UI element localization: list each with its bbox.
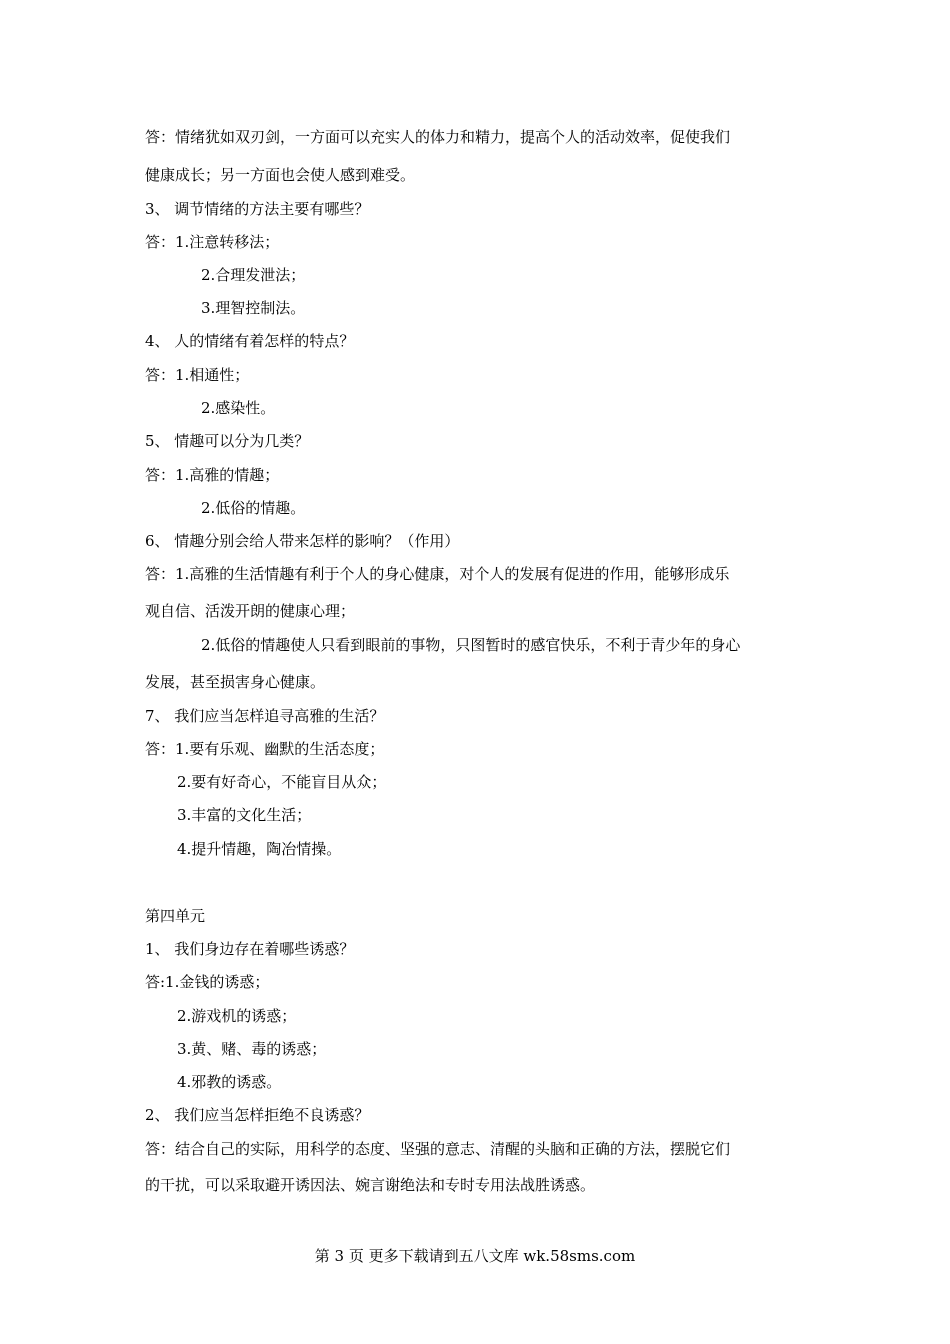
answer-line: 发展，甚至损害身心健康。: [145, 673, 326, 691]
question-line: 4、 人的情绪有着怎样的特点？: [145, 332, 355, 350]
answer-line: 答：结合自己的实际，用科学的态度、坚强的意志、清醒的头脑和正确的方法，摆脱它们: [145, 1140, 731, 1158]
question-line: 2、 我们应当怎样拒绝不良诱惑？: [145, 1106, 370, 1124]
answer-line: 答：1.高雅的情趣；: [145, 466, 280, 484]
answer-item: 2.低俗的情趣使人只看到眼前的事物，只图暂时的感官快乐，不利于青少年的身心: [201, 636, 741, 654]
answer-line: 健康成长；另一方面也会使人感到难受。: [145, 166, 416, 184]
answer-item: 3.黄、赌、毒的诱惑；: [177, 1040, 327, 1058]
answer-line: 的干扰，可以采取避开诱因法、婉言谢绝法和专时专用法战胜诱惑。: [145, 1176, 596, 1194]
answer-item: 2.合理发泄法；: [201, 266, 306, 284]
page-footer: 第 3 页 更多下载请到五八文库 wk.58sms.com: [314, 1247, 636, 1265]
answer-item: 4.邪教的诱惑。: [177, 1073, 282, 1091]
answer-line: 答：情绪犹如双刃剑，一方面可以充实人的体力和精力，提高个人的活动效率，促使我们: [145, 128, 731, 146]
answer-item: 2.感染性。: [201, 399, 276, 417]
answer-item: 4.提升情趣，陶冶情操。: [177, 840, 342, 858]
answer-line: 答：1.要有乐观、幽默的生活态度；: [145, 740, 385, 758]
question-line: 5、 情趣可以分为几类？: [145, 432, 310, 450]
question-line: 7、 我们应当怎样追寻高雅的生活？: [145, 707, 385, 725]
question-line: 6、 情趣分别会给人带来怎样的影响？（作用）: [145, 532, 460, 550]
answer-line: 答：1.相通性；: [145, 366, 250, 384]
answer-item: 2.游戏机的诱惑；: [177, 1007, 297, 1025]
answer-item: 2.要有好奇心，不能盲目从众；: [177, 773, 387, 791]
answer-line: 观自信、活泼开朗的健康心理；: [145, 602, 356, 620]
answer-item: 3.丰富的文化生活；: [177, 806, 312, 824]
answer-line: 答:1.金钱的诱惑；: [145, 973, 270, 991]
answer-item: 2.低俗的情趣。: [201, 499, 306, 517]
question-line: 3、 调节情绪的方法主要有哪些？: [145, 200, 370, 218]
answer-item: 3.理智控制法。: [201, 299, 306, 317]
section-heading: 第四单元: [145, 907, 206, 925]
answer-line: 答：1.高雅的生活情趣有利于个人的身心健康，对个人的发展有促进的作用，能够形成乐: [145, 565, 730, 583]
question-line: 1、 我们身边存在着哪些诱惑？: [145, 940, 355, 958]
answer-line: 答：1.注意转移法；: [145, 233, 280, 251]
